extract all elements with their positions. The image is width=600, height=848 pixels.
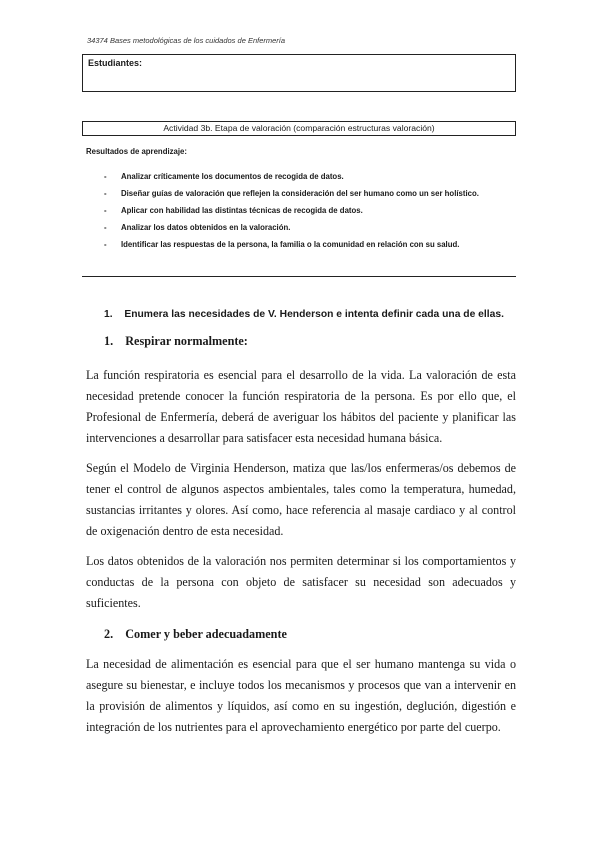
section-title: Respirar normalmente: (125, 334, 248, 348)
section-title: Comer y beber adecuadamente (125, 627, 287, 641)
activity-title: Actividad 3b. Etapa de valoración (comparación estructuras valoración) (163, 123, 435, 133)
list-item: - Analizar los datos obtenidos en la valoración. (104, 219, 516, 236)
learning-results-list (104, 168, 516, 253)
list-item: - Aplicar con habilidad las distintas técnicas de recogida de datos. (104, 202, 516, 219)
learning-results-title: Resultados de aprendizaje: (86, 147, 187, 156)
list-item: - Diseñar guías de valoración que reflejen la consideración del ser humano como un ser holístico. (104, 185, 516, 202)
students-label: Estudiantes: (88, 58, 143, 68)
section-2-heading (104, 627, 287, 642)
section-number: 2. (104, 627, 114, 641)
list-item: - Identificar las respuestas de la persona, la familia o la comunidad en relación con su salud. (104, 236, 516, 253)
divider (82, 276, 516, 277)
section-number: 1. (104, 334, 114, 348)
paragraph: Los datos obtenidos de la valoración nos permiten determinar si los comportamientos y conductas de la persona con objeto de satisfacer su necesidad son adecuados y suficientes. (86, 554, 516, 610)
question-1 (104, 309, 504, 320)
activity-title-box (82, 121, 516, 136)
list-item: - Analizar críticamente los documentos de recogida de datos. (104, 168, 516, 185)
paragraph: Según el Modelo de Virginia Henderson, matiza que las/los enfermeras/os debemos de tener el control de algunos aspectos ambientales, tales como la temperatura, humedad, sustancias irritantes y olores. Así como, hace referencia al masaje cardiaco y al control de oxigenación dentro de esta necesidad. (86, 461, 516, 538)
paragraph: La necesidad de alimentación es esencial para que el ser humano mantenga su vida o asegure su bienestar, e incluye todos los mecanismos y procesos que van a intervenir en la provisión de alimentos y líquidos, así como en su ingestión, deglución, digestión e integración de los nutrientes para el aprovechamiento energético por parte del cuerpo. (86, 657, 516, 734)
question-number: 1. (104, 309, 113, 320)
students-box (82, 54, 516, 92)
question-text: Enumera las necesidades de V. Henderson e intenta definir cada una de ellas. (124, 309, 504, 320)
section-1-heading (104, 334, 248, 349)
paragraph: La función respiratoria es esencial para el desarrollo de la vida. La valoración de esta necesidad pretende conocer la función respiratoria de la persona. Es por ello que, el Profesional de Enfermería, deberá de averiguar los hábitos del paciente y planificar las intervenciones a desarrollar para satisfacer esta necesidad humana básica. (86, 368, 516, 445)
course-header: 34374 Bases metodológicas de los cuidados de Enfermería (87, 36, 286, 45)
